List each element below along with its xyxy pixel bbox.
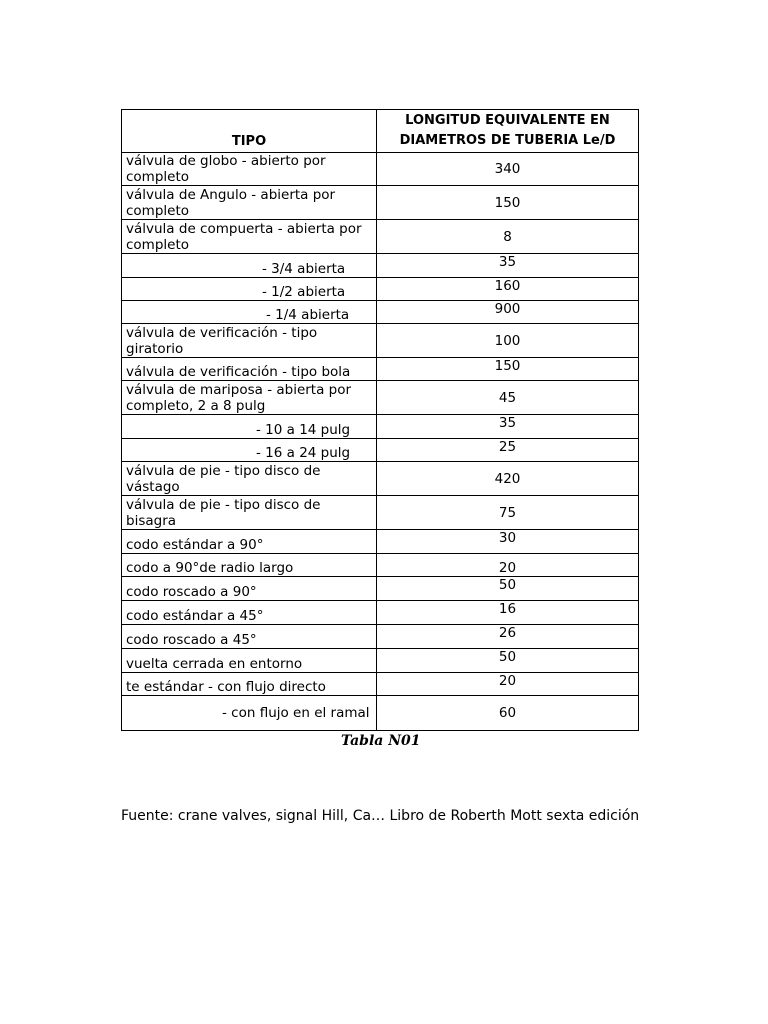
table-caption: Tabla N01 xyxy=(341,733,421,749)
value-cell: 60 xyxy=(377,696,639,731)
tipo-cell: válvula de mariposa - abierta por completo, 2 a 8 pulg xyxy=(122,381,377,415)
value-cell: 8 xyxy=(377,220,639,254)
tipo-cell: válvula de pie - tipo disco de bisagra xyxy=(122,496,377,530)
value-cell: 26 xyxy=(377,625,639,649)
table-row xyxy=(122,186,639,220)
value-cell: 20 xyxy=(377,554,639,577)
value-cell: 35 xyxy=(377,254,639,278)
tipo-cell: válvula de compuerta - abierta por completo xyxy=(122,220,377,254)
value-cell: 30 xyxy=(377,530,639,554)
value-cell: 100 xyxy=(377,324,639,358)
value-cell: 900 xyxy=(377,301,639,324)
value-cell: 420 xyxy=(377,462,639,496)
table-row xyxy=(122,625,639,649)
tipo-cell: codo roscado a 90° xyxy=(122,577,377,601)
table-header-row xyxy=(122,110,639,153)
value-cell: 340 xyxy=(377,153,639,186)
tipo-cell: codo estándar a 90° xyxy=(122,530,377,554)
table-row xyxy=(122,601,639,625)
tipo-cell: - 16 a 24 pulg xyxy=(122,439,377,462)
value-cell: 160 xyxy=(377,278,639,301)
equivalent-length-table xyxy=(121,109,639,731)
table-row xyxy=(122,415,639,439)
value-cell: 35 xyxy=(377,415,639,439)
value-cell: 25 xyxy=(377,439,639,462)
value-cell: 20 xyxy=(377,673,639,696)
tipo-cell: te estándar - con flujo directo xyxy=(122,673,377,696)
table-row xyxy=(122,301,639,324)
source-note: Fuente: crane valves, signal Hill, Ca… Libro de Roberth Mott sexta edición xyxy=(121,808,640,824)
value-cell: 16 xyxy=(377,601,639,625)
table-row xyxy=(122,577,639,601)
value-cell: 45 xyxy=(377,381,639,415)
table-row xyxy=(122,696,639,731)
table-row xyxy=(122,649,639,673)
tipo-cell: - 1/2 abierta xyxy=(122,278,377,301)
table-row xyxy=(122,278,639,301)
table-row xyxy=(122,673,639,696)
value-cell: 150 xyxy=(377,358,639,381)
tipo-cell: válvula de globo - abierto por completo xyxy=(122,153,377,186)
tipo-cell: - 10 a 14 pulg xyxy=(122,415,377,439)
tipo-cell: - 1/4 abierta xyxy=(122,301,377,324)
table-row xyxy=(122,554,639,577)
tipo-cell: - con flujo en el ramal xyxy=(122,696,377,731)
tipo-cell: válvula de Angulo - abierta por completo xyxy=(122,186,377,220)
value-cell: 50 xyxy=(377,577,639,601)
tipo-cell: codo a 90°de radio largo xyxy=(122,554,377,577)
table-row xyxy=(122,153,639,186)
table-row xyxy=(122,220,639,254)
tipo-cell: codo roscado a 45° xyxy=(122,625,377,649)
table-row xyxy=(122,358,639,381)
table-row xyxy=(122,324,639,358)
tipo-cell: codo estándar a 45° xyxy=(122,601,377,625)
table-row xyxy=(122,439,639,462)
table-row xyxy=(122,381,639,415)
table-row xyxy=(122,462,639,496)
tipo-cell: vuelta cerrada en entorno xyxy=(122,649,377,673)
value-cell: 75 xyxy=(377,496,639,530)
tipo-cell: válvula de verificación - tipo bola xyxy=(122,358,377,381)
table-row xyxy=(122,496,639,530)
value-cell: 150 xyxy=(377,186,639,220)
table-row xyxy=(122,254,639,278)
table-row xyxy=(122,530,639,554)
tipo-cell: - 3/4 abierta xyxy=(122,254,377,278)
header-longitud: LONGITUD EQUIVALENTE EN DIAMETROS DE TUBERIA Le/D xyxy=(377,110,639,153)
tipo-cell: válvula de pie - tipo disco de vástago xyxy=(122,462,377,496)
value-cell: 50 xyxy=(377,649,639,673)
header-tipo: TIPO xyxy=(122,110,377,153)
tipo-cell: válvula de verificación - tipo giratorio xyxy=(122,324,377,358)
